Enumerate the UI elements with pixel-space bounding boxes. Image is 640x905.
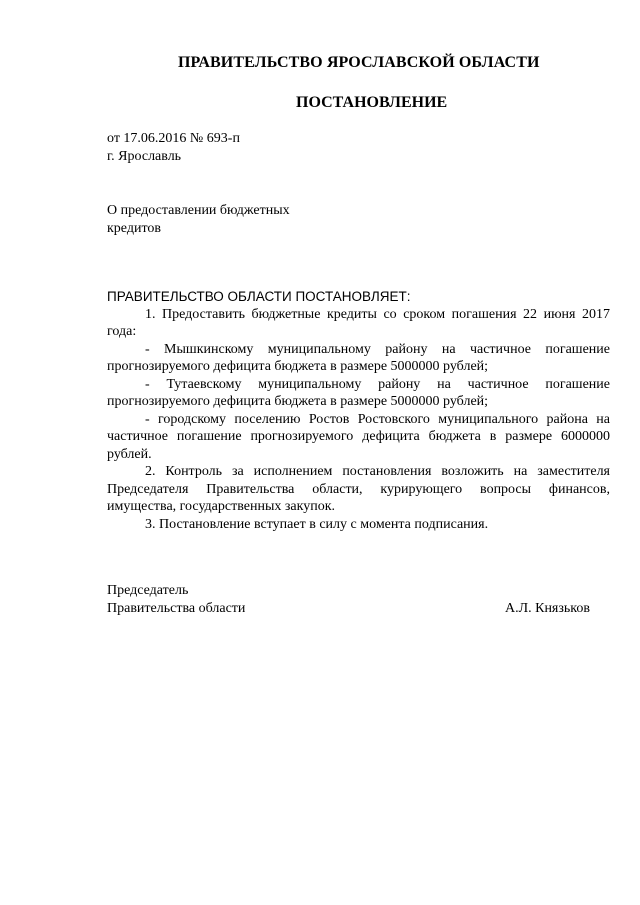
document-type: ПОСТАНОВЛЕНИЕ — [296, 94, 448, 111]
subject-line-1: О предоставлении бюджетных — [107, 203, 290, 218]
document-body — [107, 288, 610, 533]
signatory-position-line-2: Правительства области — [107, 601, 246, 616]
city: г. Ярославль — [107, 149, 182, 164]
signatory-name: А.Л. Князьков — [505, 601, 590, 616]
government-title: ПРАВИТЕЛЬСТВО ЯРОСЛАВСКОЙ ОБЛАСТИ — [178, 54, 540, 71]
subject-line-2: кредитов — [107, 221, 161, 236]
body-item-1-b: - Тутаевскому муниципальному району на частичное погашение прогнозируемого дефицита бюджета в размере 5000000 рублей; — [107, 376, 610, 409]
body-item-3: 3. Постановление вступает в силу с момента подписания. — [145, 516, 489, 532]
document-subject — [107, 202, 290, 238]
document-meta — [107, 130, 240, 166]
body-item-1-c: - городскому поселению Ростов Ростовского муниципального района на частичное погашение прогнозируемого дефицита бюджета в размере 6000000 рублей. — [107, 411, 610, 462]
signature-row — [107, 600, 590, 618]
body-item-1-a: - Мышкинскому муниципальному району на частичное погашение прогнозируемого дефицита бюджета в размере 5000000 рублей; — [107, 341, 610, 374]
body-item-1: 1. Предоставить бюджетные кредиты со сроком погашения 22 июня 2017 года: — [107, 306, 610, 339]
signature-block — [107, 582, 590, 618]
date-number: от 17.06.2016 № 693-п — [107, 131, 240, 146]
body-item-2: 2. Контроль за исполнением постановления возложить на заместителя Председателя Правительства области, курирующего вопросы финансов, имущества, государственных закупок. — [107, 464, 610, 514]
signatory-position-line-1: Председатель — [107, 583, 189, 598]
body-lead: ПРАВИТЕЛЬСТВО ОБЛАСТИ ПОСТАНОВЛЯЕТ: — [107, 289, 411, 304]
